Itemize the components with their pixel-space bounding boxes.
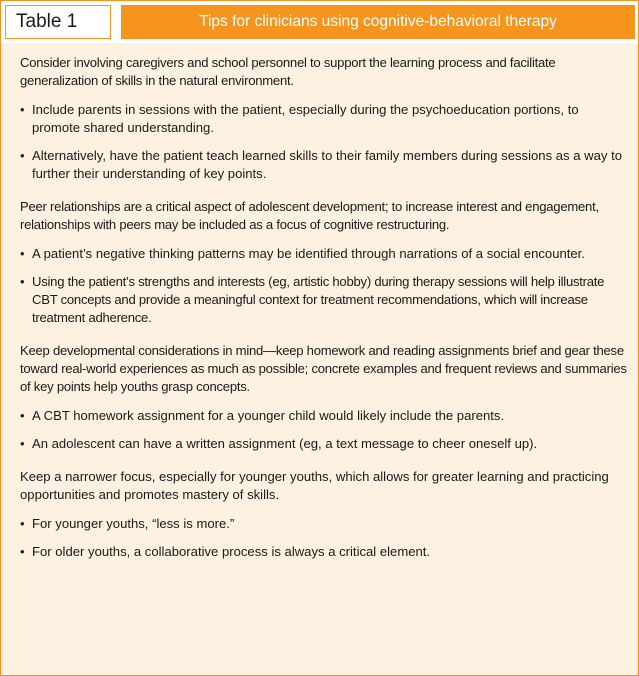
table-body <box>20 54 628 576</box>
section-intro: Peer relationships are a critical aspect of adolescent development; to increase interest and engagement, relationships with peers may be included as a focus of cognitive restructuring. <box>20 199 599 232</box>
bullet-icon: • <box>20 408 25 423</box>
bullet-text: Using the patient’s strengths and interests (eg, artistic hobby) during therapy sessions will help illustrate CBT concepts and provide a meaningful context for treatment recommendations, which will increase treatment adherence. <box>32 274 605 325</box>
table-header <box>1 1 638 43</box>
bullet-text: A patient’s negative thinking patterns may be identified through narrations of a social encounter. <box>32 246 585 261</box>
bullet-text: For younger youths, “less is more.” <box>32 516 235 531</box>
bullet-text: For older youths, a collaborative process is always a critical element. <box>32 544 431 559</box>
bullet-icon: • <box>20 516 25 531</box>
bullet-text: Alternatively, have the patient teach learned skills to their family members during sessions as a way to further their understanding of key points. <box>32 148 622 181</box>
section-caregivers <box>20 54 628 183</box>
bullet-item <box>20 147 628 183</box>
section-developmental <box>20 342 628 453</box>
section-intro: Consider involving caregivers and school personnel to support the learning process and facilitate generalization of skills in the natural environment. <box>20 55 556 88</box>
bullet-icon: • <box>20 102 25 117</box>
bullet-item <box>20 515 628 533</box>
table-label: Table 1 <box>5 5 111 39</box>
bullet-item <box>20 407 628 425</box>
bullet-item <box>20 435 628 453</box>
bullet-item <box>20 273 628 327</box>
section-focus <box>20 468 628 561</box>
bullet-icon: • <box>20 274 25 289</box>
bullet-icon: • <box>20 436 25 451</box>
bullet-text: An adolescent can have a written assignment (eg, a text message to cheer oneself up). <box>32 436 538 451</box>
section-peers <box>20 198 628 327</box>
section-intro: Keep developmental considerations in mind—keep homework and reading assignments brief and gear these toward real-world experiences as much as possible; concrete examples and frequent reviews and summaries of key points help youths grasp concepts. <box>20 343 627 394</box>
bullet-icon: • <box>20 246 25 261</box>
bullet-icon: • <box>20 544 25 559</box>
bullet-item <box>20 543 628 561</box>
section-intro: Keep a narrower focus, especially for younger youths, which allows for greater learning and practicing opportunities and promotes mastery of skills. <box>20 469 609 502</box>
bullet-text: Include parents in sessions with the patient, especially during the psychoeducation portions, to promote shared understanding. <box>32 102 579 135</box>
table-title: Tips for clinicians using cognitive-behavioral therapy <box>121 5 635 39</box>
bullet-icon: • <box>20 148 25 163</box>
bullet-item <box>20 245 628 263</box>
bullet-text: A CBT homework assignment for a younger child would likely include the parents. <box>32 408 505 423</box>
bullet-item <box>20 101 628 137</box>
